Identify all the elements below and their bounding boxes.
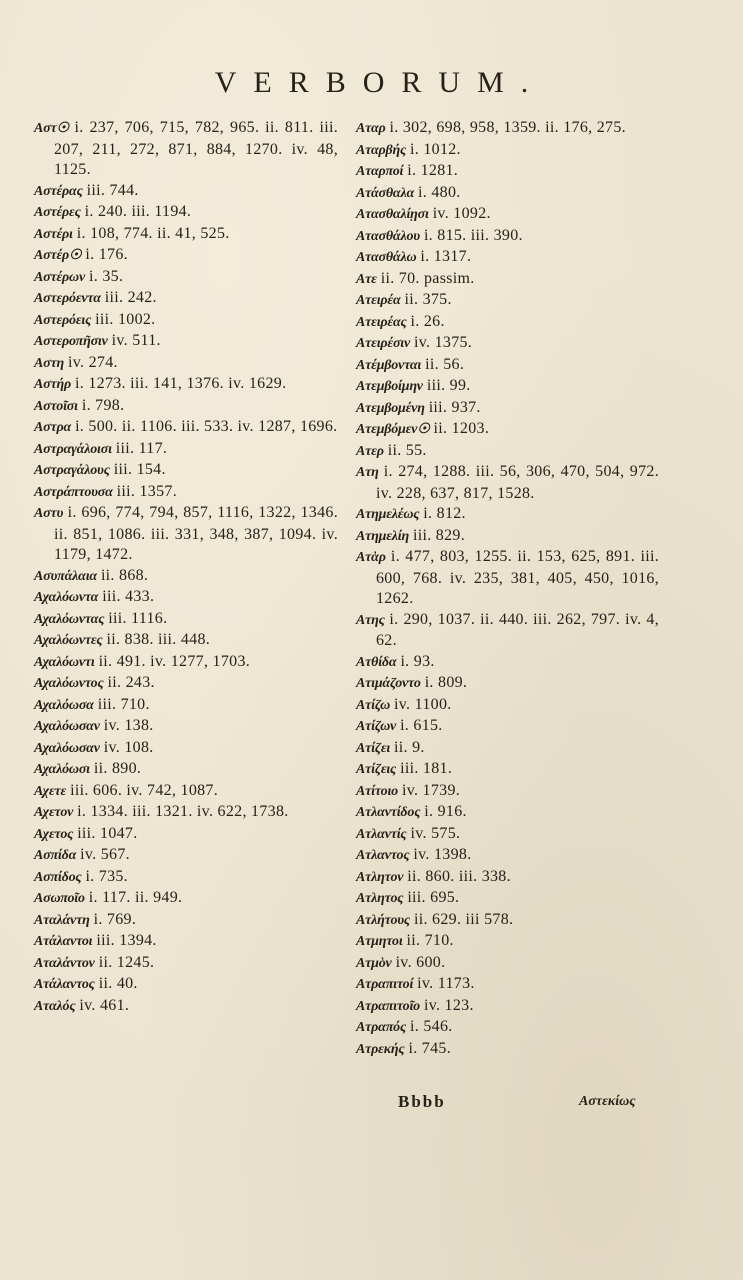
index-entry xyxy=(34,695,338,717)
entry-references: iv. 1739. xyxy=(401,781,461,799)
entry-references: iii. 606. iv. 742, 1087. xyxy=(70,781,219,799)
index-entry xyxy=(34,310,338,332)
entry-references: i. 240. iii. 1194. xyxy=(84,203,192,220)
entry-references: iii. 710. xyxy=(97,695,150,713)
entry-references: i. 798. xyxy=(81,396,125,414)
index-entry xyxy=(34,181,338,203)
index-entry xyxy=(356,161,659,183)
entry-headword: Αστέρ☉ xyxy=(34,248,82,263)
entry-headword: Ατειρέα xyxy=(356,293,401,308)
index-entry xyxy=(356,226,659,248)
index-entry xyxy=(34,974,338,996)
index-entry xyxy=(356,376,659,398)
entry-references: ii. 1245. xyxy=(98,953,155,971)
entry-headword: Ατεμβομένη xyxy=(356,400,425,416)
entry-headword: Ασπίδα xyxy=(34,848,77,863)
entry-references: iii. 829. xyxy=(412,526,465,544)
entry-headword: Αστήρ xyxy=(34,377,71,392)
index-entry xyxy=(34,738,338,760)
index-entry xyxy=(34,996,338,1018)
entry-headword: Ατραπιτοί xyxy=(356,977,414,992)
entry-headword: Αχετον xyxy=(34,805,74,820)
entry-references: iv. 567. xyxy=(80,846,130,863)
entry-headword: Ατλαντίδος xyxy=(356,805,421,820)
index-entry xyxy=(356,247,659,269)
index-entry xyxy=(34,396,338,418)
entry-headword: Αστυ xyxy=(34,506,64,521)
entry-headword: Αστράπτουσα xyxy=(34,484,113,500)
entry-references: i. 477, 803, 1255. ii. 153, 625, 891. iii. 600, 768. iv. 235, 381, 405, 450, 1016, 1262. xyxy=(376,548,660,607)
entry-references: i. 1317. xyxy=(420,248,472,265)
index-entry xyxy=(356,695,659,717)
entry-references: i. 745. xyxy=(408,1039,451,1057)
index-entry xyxy=(34,759,338,781)
entry-references: i. 809. xyxy=(424,674,468,691)
entry-headword: Ατασθαλίῃσι xyxy=(356,207,429,222)
entry-headword: Αχετε xyxy=(34,783,67,799)
index-entry xyxy=(34,566,338,588)
entry-references: i. 35. xyxy=(89,267,124,285)
entry-headword: Ατασθάλω xyxy=(356,250,417,265)
entry-headword: Αστ☉ xyxy=(34,121,69,136)
entry-references: ii. 868. xyxy=(100,566,149,584)
entry-references: ii. 243. xyxy=(107,674,155,691)
index-entry xyxy=(356,781,659,803)
entry-headword: Ατάλαντος xyxy=(34,977,95,992)
entry-headword: Ατάσθαλα xyxy=(356,185,415,201)
entry-headword: Ασωποῖο xyxy=(34,891,85,906)
index-entry xyxy=(356,419,659,441)
index-entry xyxy=(34,460,338,482)
entry-references: i. 93. xyxy=(400,652,435,670)
index-entry xyxy=(34,867,338,889)
entry-headword: Αταρ xyxy=(356,121,386,136)
entry-headword: Αχαλόωντες xyxy=(34,633,103,648)
entry-headword: Ατίτοιο xyxy=(356,783,398,799)
index-entry xyxy=(34,673,338,695)
index-entry xyxy=(356,504,659,526)
index-entry xyxy=(34,652,338,674)
index-entry xyxy=(34,953,338,975)
index-entry xyxy=(356,1039,659,1061)
entry-headword: Ατεμβοίμην xyxy=(356,379,423,394)
entry-headword: Ατημελέως xyxy=(356,507,420,522)
entry-headword: Αχαλόωντος xyxy=(34,676,104,691)
index-entry xyxy=(356,888,659,910)
signature-mark: Bbbb xyxy=(398,1092,446,1111)
entry-references: ii. 491. iv. 1277, 1703. xyxy=(98,652,251,670)
index-entry xyxy=(356,462,659,504)
entry-references: i. 1281. xyxy=(407,162,459,179)
entry-references: i. 1012. xyxy=(410,140,461,158)
entry-references: i. 176. xyxy=(85,246,128,263)
entry-references: i. 237, 706, 715, 782, 965. ii. 811. iii. 207, 211, 272, 871, 884, 1270. iv. 48, 1125. xyxy=(54,119,338,178)
index-entry xyxy=(356,290,659,312)
entry-headword: Αστρα xyxy=(34,420,72,435)
index-entry xyxy=(356,824,659,846)
entry-headword: Αστοῖσι xyxy=(34,398,78,414)
entry-references: ii. 710. xyxy=(406,932,454,949)
entry-headword: Ατειρέας xyxy=(356,314,407,330)
entry-headword: Ατιμάζοντο xyxy=(356,676,421,691)
entry-references: iv. 108. xyxy=(103,738,154,756)
entry-headword: Αταρποί xyxy=(356,164,404,179)
index-entry xyxy=(34,587,338,609)
entry-references: iv. 1100. xyxy=(394,695,452,713)
entry-references: i. 1273. iii. 141, 1376. iv. 1629. xyxy=(75,375,287,392)
entry-headword: Ατθίδα xyxy=(356,654,397,670)
index-entry xyxy=(34,439,338,461)
entry-references: ii. 70. passim. xyxy=(380,269,475,287)
index-entry xyxy=(356,738,659,760)
entry-references: i. 108, 774. ii. 41, 525. xyxy=(76,224,230,242)
entry-references: iii. 744. xyxy=(86,181,139,199)
entry-references: ii. 9. xyxy=(394,738,425,756)
catchword: Αστεκίως xyxy=(579,1094,636,1109)
entry-references: i. 615. xyxy=(400,717,443,734)
entry-references: ii. 375. xyxy=(404,291,452,308)
entry-references: i. 546. xyxy=(410,1018,453,1035)
entry-references: iii. 937. xyxy=(428,398,481,416)
index-entry xyxy=(34,353,338,375)
entry-references: iii. 1394. xyxy=(96,932,157,949)
index-entry xyxy=(356,526,659,548)
entry-references: i. 274, 1288. iii. 56, 306, 470, 504, 972. iv. 228, 637, 817, 1528. xyxy=(376,463,659,502)
index-entry xyxy=(356,1017,659,1039)
entry-headword: Ατης xyxy=(356,612,385,628)
index-entry xyxy=(34,331,338,353)
entry-headword: Αστέρες xyxy=(34,205,81,220)
entry-headword: Αστερόεις xyxy=(34,312,92,328)
entry-headword: Αστραγάλοισι xyxy=(34,441,112,457)
entry-references: iii. 1002. xyxy=(95,310,156,328)
index-entry xyxy=(356,974,659,996)
entry-references: iii. 1116. xyxy=(108,609,168,627)
entry-headword: Ατρεκής xyxy=(356,1041,405,1057)
entry-headword: Ατραπός xyxy=(356,1020,406,1035)
entry-headword: Αταρβής xyxy=(356,142,407,158)
entry-headword: Ατίζει xyxy=(356,740,391,756)
index-entry xyxy=(34,910,338,932)
index-entry xyxy=(34,288,338,310)
entry-references: i. 916. xyxy=(424,803,467,820)
index-entry xyxy=(34,245,338,267)
entry-headword: Ατίζων xyxy=(356,719,397,734)
index-entry xyxy=(34,931,338,953)
entry-references: i. 735. xyxy=(85,867,128,885)
entry-headword: Ατασθάλου xyxy=(356,228,420,244)
entry-references: i. 290, 1037. ii. 440. iii. 262, 797. iv. 4, 62. xyxy=(376,610,659,649)
index-entry xyxy=(34,417,338,439)
entry-references: i. 302, 698, 958, 1359. ii. 176, 275. xyxy=(389,119,626,136)
entry-references: i. 815. iii. 390. xyxy=(423,226,523,244)
index-entry xyxy=(34,202,338,224)
index-entry xyxy=(34,482,338,504)
index-entry xyxy=(34,609,338,631)
entry-references: i. 117. ii. 949. xyxy=(88,889,183,906)
entry-references: iv. 600. xyxy=(395,953,446,971)
entry-references: i. 696, 774, 794, 857, 1116, 1322, 1346. ii. 851, 1086. iii. 331, 348, 387, 1094. iv. 1179, 1472. xyxy=(54,504,338,563)
entry-headword: Ατλητος xyxy=(356,891,404,906)
entry-references: iii. 99. xyxy=(426,377,471,394)
entry-references: i. 26. xyxy=(410,312,445,330)
index-entry xyxy=(356,312,659,334)
index-entry xyxy=(34,802,338,824)
entry-headword: Ατέμβονται xyxy=(356,357,422,373)
entry-references: ii. 40. xyxy=(98,975,138,992)
entry-headword: Ατε xyxy=(356,271,377,287)
index-entry xyxy=(356,673,659,695)
index-entry xyxy=(356,118,659,140)
entry-headword: Ατλήτους xyxy=(356,912,410,928)
entry-headword: Αταλάντον xyxy=(34,955,95,971)
index-entry xyxy=(34,845,338,867)
entry-headword: Αχαλόωσα xyxy=(34,697,94,713)
entry-headword: Ατλαντος xyxy=(356,848,410,863)
entry-references: iv. 575. xyxy=(410,824,461,842)
index-entry xyxy=(356,867,659,889)
index-entry xyxy=(356,610,659,652)
entry-references: iv. 1092. xyxy=(432,205,491,222)
index-entry xyxy=(356,269,659,291)
index-entry xyxy=(356,716,659,738)
entry-headword: Ατλαντίς xyxy=(356,826,407,842)
entry-headword: Ατμητοι xyxy=(356,934,403,949)
index-entry xyxy=(34,888,338,910)
entry-headword: Ατειρέσιν xyxy=(356,336,410,351)
entry-headword: Ατη xyxy=(356,465,379,480)
entry-references: ii. 890. xyxy=(93,760,142,777)
entry-headword: Ασυπάλαια xyxy=(34,568,97,584)
entry-references: i. 500. ii. 1106. iii. 533. iv. 1287, 1696. xyxy=(75,418,338,435)
entry-references: iii. 1047. xyxy=(77,824,138,842)
index-entry xyxy=(356,140,659,162)
entry-references: iii. 154. xyxy=(113,461,166,478)
index-entry xyxy=(34,716,338,738)
page-title: VERBORUM. xyxy=(214,66,546,99)
entry-headword: Ατάλαντοι xyxy=(34,934,93,949)
index-entry xyxy=(356,845,659,867)
entry-references: i. 812. xyxy=(423,505,466,522)
entry-references: iii. 242. xyxy=(104,289,157,306)
index-entry xyxy=(34,118,338,181)
entry-references: ii. 55. xyxy=(387,441,427,459)
entry-headword: Ασπίδος xyxy=(34,869,82,885)
index-entry xyxy=(356,802,659,824)
entry-headword: Ατὰρ xyxy=(356,550,386,565)
entry-references: ii. 860. iii. 338. xyxy=(407,867,511,885)
index-entry xyxy=(34,781,338,803)
entry-headword: Αστραγάλους xyxy=(34,463,110,478)
entry-references: iv. 511. xyxy=(111,332,161,349)
entry-headword: Ατημελίη xyxy=(356,528,409,544)
entry-headword: Ατίζω xyxy=(356,697,391,713)
index-entry xyxy=(356,996,659,1018)
entry-headword: Ατραπιτοῖο xyxy=(356,998,420,1014)
entry-headword: Αταλάντη xyxy=(34,912,90,928)
entry-headword: Αχαλόωντι xyxy=(34,654,95,670)
entry-headword: Αστέρων xyxy=(34,269,85,285)
entry-headword: Αστη xyxy=(34,355,64,371)
entry-headword: Αταλός xyxy=(34,998,76,1014)
index-entry xyxy=(356,547,659,610)
entry-headword: Αχαλόωντα xyxy=(34,590,99,605)
entry-headword: Ατίζεις xyxy=(356,762,397,777)
entry-headword: Αστεροπῆσιν xyxy=(34,334,108,349)
entry-headword: Αστέρας xyxy=(34,183,83,199)
entry-references: i. 1334. iii. 1321. iv. 622, 1738. xyxy=(77,803,289,820)
index-entry xyxy=(356,910,659,932)
entry-headword: Αστέρι xyxy=(34,226,73,242)
index-entry xyxy=(356,953,659,975)
index-entry xyxy=(34,374,338,396)
entry-references: ii. 838. iii. 448. xyxy=(106,631,211,648)
entry-references: iv. 1398. xyxy=(413,846,472,863)
index-entry xyxy=(356,759,659,781)
entry-references: i. 480. xyxy=(418,183,461,201)
entry-headword: Ατλητον xyxy=(356,869,404,885)
entry-headword: Ατμὸν xyxy=(356,955,392,971)
entry-references: iv. 274. xyxy=(67,353,118,371)
index-entry xyxy=(356,398,659,420)
index-entry xyxy=(356,652,659,674)
entry-headword: Αχαλόωσαν xyxy=(34,740,100,756)
entry-references: iv. 1173. xyxy=(417,975,475,992)
entry-headword: Αστερόεντα xyxy=(34,291,101,306)
entry-references: ii. 629. iii 578. xyxy=(413,910,514,928)
entry-references: i. 769. xyxy=(93,910,137,928)
index-entry xyxy=(34,630,338,652)
entry-references: iv. 138. xyxy=(103,717,154,734)
entry-headword: Αχετος xyxy=(34,826,74,842)
index-entry xyxy=(34,503,338,566)
entry-references: iv. 461. xyxy=(79,996,130,1014)
index-column-left xyxy=(34,118,338,1017)
entry-references: ii. 1203. xyxy=(433,420,490,437)
entry-references: iv. 123. xyxy=(423,996,474,1014)
entry-references: iii. 117. xyxy=(115,439,168,457)
index-entry xyxy=(356,204,659,226)
index-entry xyxy=(356,183,659,205)
entry-references: iii. 181. xyxy=(400,760,453,777)
index-entry xyxy=(356,931,659,953)
index-entry xyxy=(34,267,338,289)
index-column-right xyxy=(356,118,659,1060)
index-entry xyxy=(356,441,659,463)
entry-headword: Ατεμβόμεν☉ xyxy=(356,422,430,437)
entry-references: iii. 695. xyxy=(407,889,460,906)
entry-references: iii. 433. xyxy=(102,588,155,605)
entry-headword: Αχαλόωσαν xyxy=(34,719,100,734)
entry-references: iii. 1357. xyxy=(116,482,178,500)
index-entry xyxy=(356,333,659,355)
index-entry xyxy=(34,824,338,846)
entry-headword: Ατερ xyxy=(356,443,384,459)
entry-headword: Αχαλόωντας xyxy=(34,611,105,627)
entry-references: ii. 56. xyxy=(425,355,465,373)
entry-references: iv. 1375. xyxy=(414,334,473,351)
entry-headword: Αχαλόωσι xyxy=(34,762,90,777)
index-entry xyxy=(34,224,338,246)
index-entry xyxy=(356,355,659,377)
